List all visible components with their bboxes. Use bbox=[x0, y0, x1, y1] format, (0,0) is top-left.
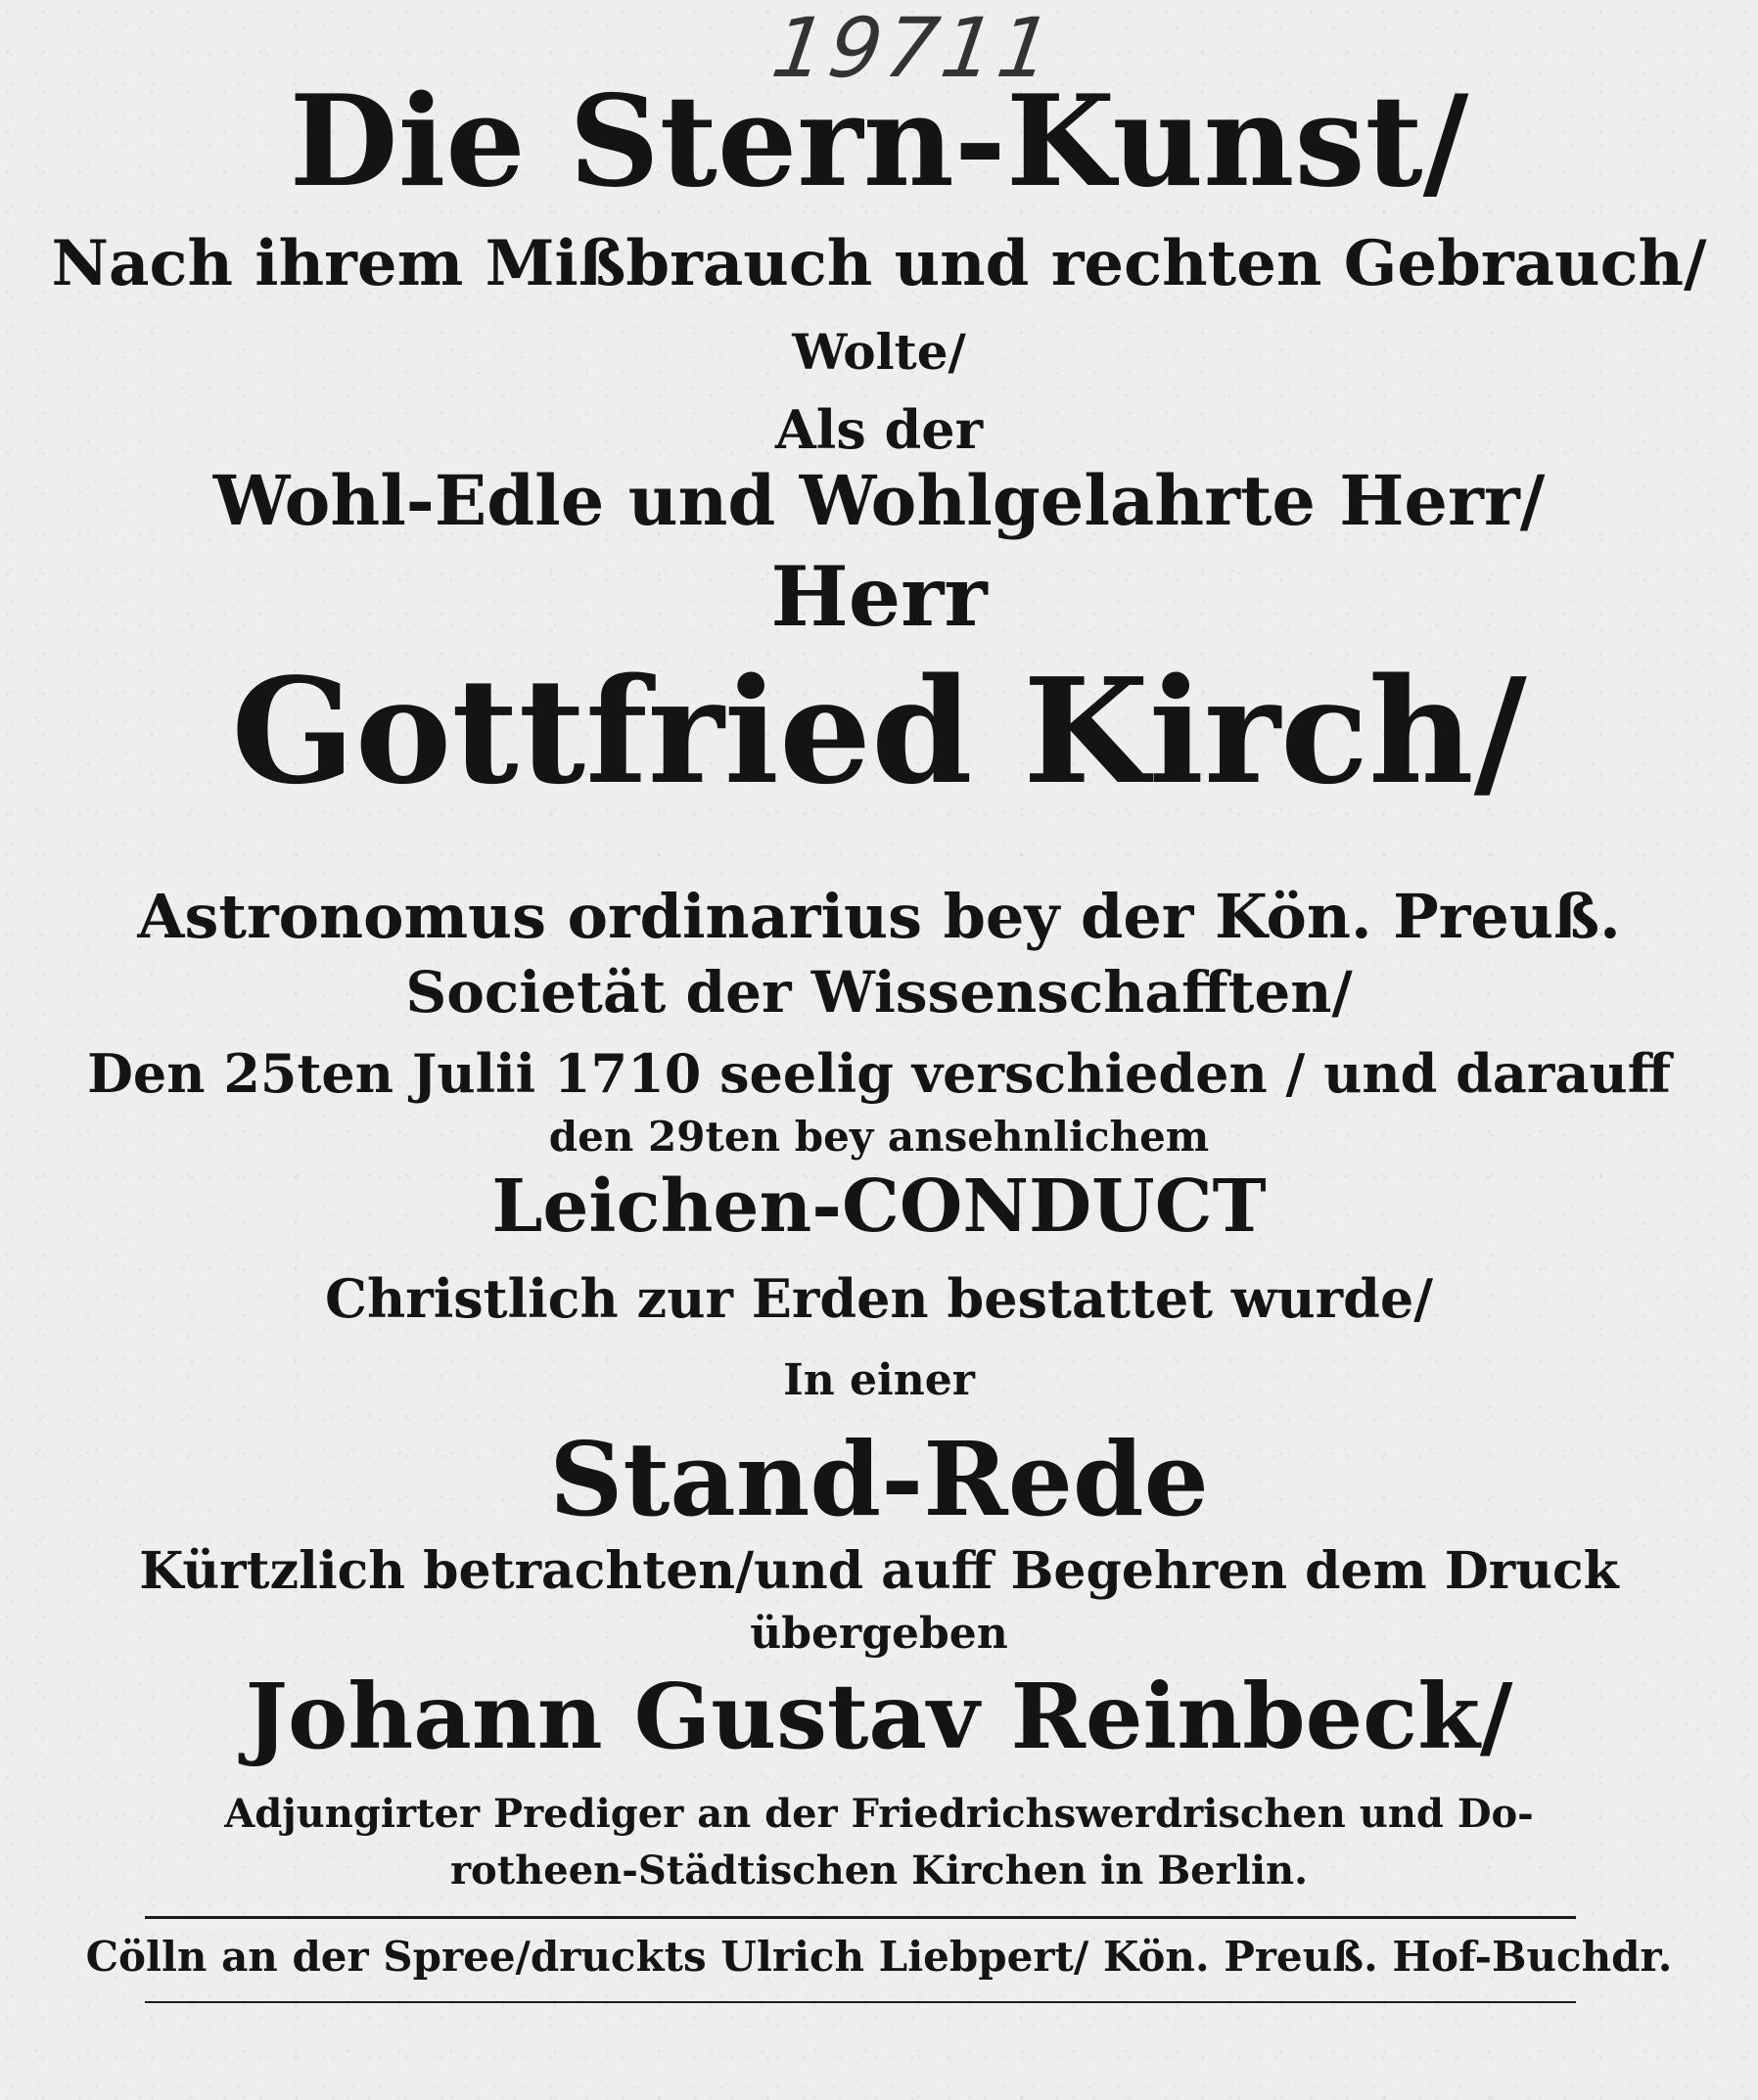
honorific-line: Wohl-Edle und Wohlgelahrte Herr/ bbox=[212, 460, 1546, 541]
title-main: Die Stern-Kunst/ bbox=[289, 68, 1469, 215]
burial-statement: Christlich zur Erden bestattet wurde/ bbox=[325, 1267, 1433, 1330]
stand-rede-title: Stand-Rede bbox=[549, 1419, 1209, 1539]
conduct-line: Leichen-CONDUCT bbox=[491, 1164, 1267, 1249]
imprint-rule-top bbox=[145, 1916, 1576, 1919]
title-subtitle: Nach ihrem Mißbrauch und rechten Gebrauch/ bbox=[51, 227, 1707, 300]
position-line-1: Astronomus ordinarius bey der Kön. Preuß. bbox=[137, 881, 1621, 952]
wolte-line: Wolte/ bbox=[792, 323, 966, 381]
herr-line: Herr bbox=[770, 548, 988, 645]
author-name: Johann Gustav Reinbeck/ bbox=[245, 1664, 1513, 1769]
handwritten-shelfmark: 19711 bbox=[766, 0, 1062, 96]
uebergeben-line: übergeben bbox=[750, 1609, 1008, 1659]
kuertzlich-line: Kürtzlich betrachten/und auff Begehren dem Druck bbox=[139, 1541, 1619, 1601]
author-role-line-1: Adjungirter Prediger an der Friedrichswerdrischen und Do- bbox=[224, 1791, 1534, 1837]
position-line-2: Societät der Wissenschafften/ bbox=[405, 959, 1353, 1026]
imprint-line: Cölln an der Spree/druckts Ulrich Liebpert/ Kön. Preuß. Hof-Buchdr. bbox=[85, 1933, 1673, 1981]
imprint-rule-bottom bbox=[145, 2001, 1576, 2003]
author-role-line-2: rotheen-Städtischen Kirchen in Berlin. bbox=[449, 1848, 1309, 1894]
burial-date-line: den 29ten bey ansehnlichem bbox=[548, 1113, 1210, 1161]
als-der-line: Als der bbox=[774, 398, 984, 461]
deceased-name: Gottfried Kirch/ bbox=[231, 646, 1527, 816]
in-einer-line: In einer bbox=[783, 1355, 975, 1405]
death-date-line: Den 25ten Julii 1710 seelig verschieden / und darauff bbox=[87, 1042, 1671, 1105]
